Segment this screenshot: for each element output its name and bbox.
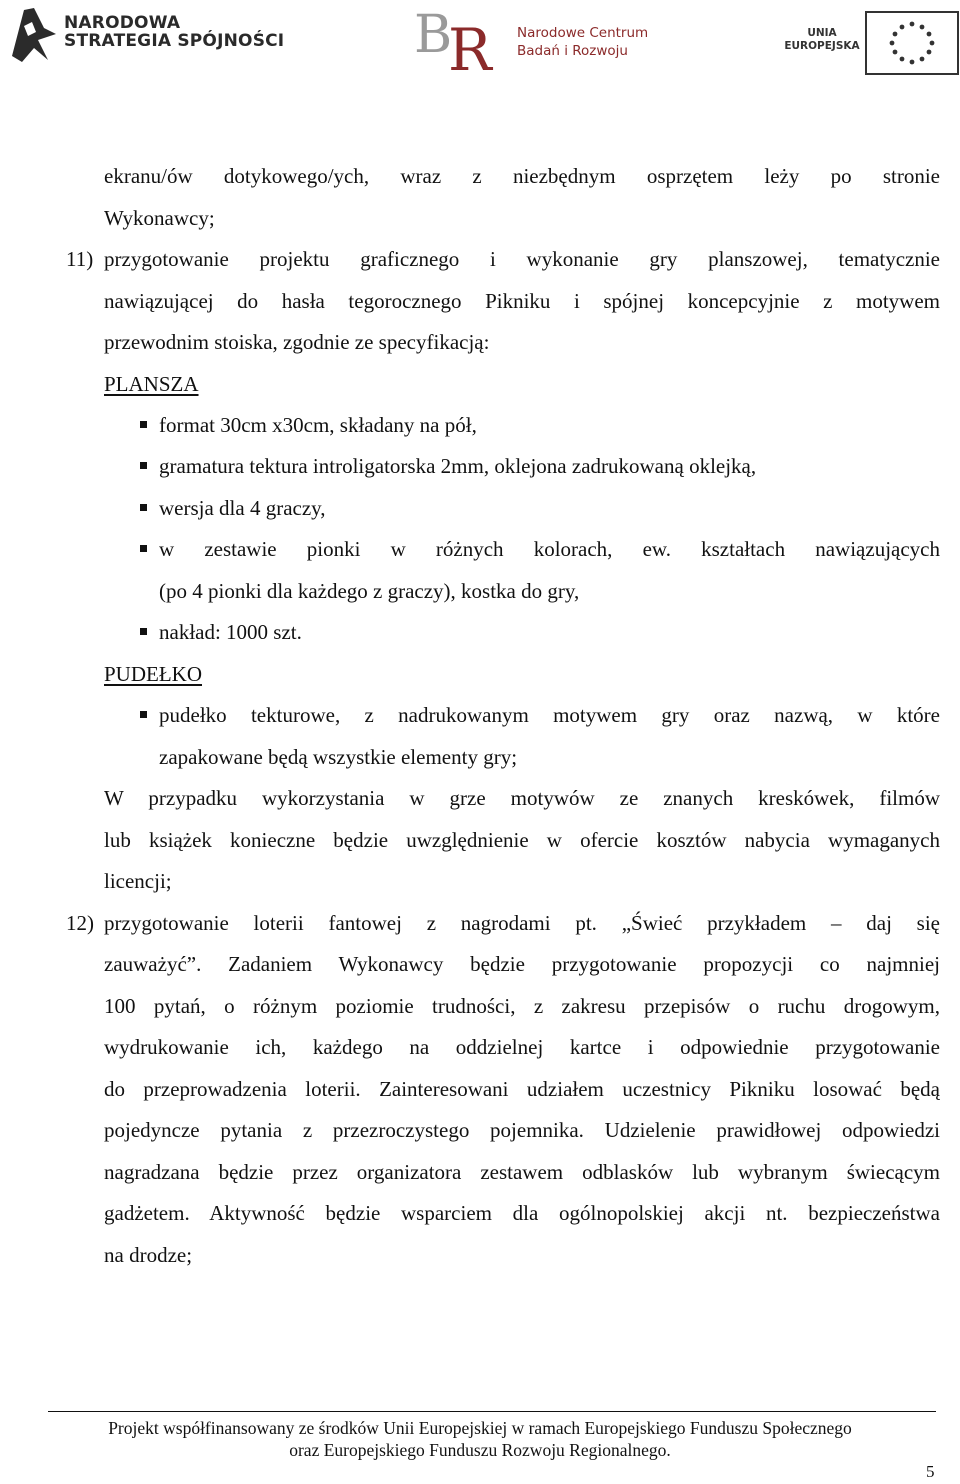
bullet-item: pudełko tekturowe, z nadrukowanym motywem gry oraz nazwą, w które [159, 703, 940, 727]
paragraph-line: przygotowanie loterii fantowej z nagrodami pt. „Świeć przykładem – daj się [104, 911, 940, 935]
bullet-item: nakład: 1000 szt. [159, 620, 302, 644]
bullet-item: wersja dla 4 graczy, [159, 496, 326, 520]
paragraph-line: wydrukowanie ich, każdego na oddzielnej kartce i odpowiednie przygotowanie [104, 1035, 940, 1059]
section-heading-pudelko: PUDEŁKO [104, 662, 202, 686]
ncbr-logo-text [517, 24, 648, 60]
bullet-icon [140, 462, 147, 469]
paragraph-line: nawiązującej do hasła tegorocznego Pikniku i spójnej koncepcyjnie z motywem [104, 289, 940, 313]
bullet-item: format 30cm x30cm, składany na pół, [159, 413, 477, 437]
bullet-item-continuation: (po 4 pionki dla każdego z graczy), kostka do gry, [159, 579, 580, 603]
nss-logo-text [64, 14, 284, 50]
bullet-icon [140, 628, 147, 635]
paragraph-line: nagradzana będzie przez organizatora zestawem odblasków lub wybranym świecącym [104, 1160, 940, 1184]
paragraph-line: na drodze; [104, 1243, 193, 1267]
paragraph-line: W przypadku wykorzystania w grze motywów ze znanych kreskówek, filmów [104, 786, 940, 810]
ncbr-logo-line1: Narodowe Centrum [517, 25, 649, 41]
list-number-12: 12) [66, 911, 94, 935]
ncbr-logo-line2: Badań i Rozwoju [517, 43, 628, 59]
bullet-item-continuation: zapakowane będą wszystkie elementy gry; [159, 745, 518, 769]
footer-line2: oraz Europejskiego Funduszu Rozwoju Regionalnego. [289, 1440, 671, 1460]
svg-text:B: B [414, 5, 453, 65]
section-heading-plansza: PLANSZA [104, 372, 199, 396]
bullet-item: gramatura tektura introligatorska 2mm, oklejona zadrukowaną oklejką, [159, 454, 757, 478]
bullet-icon [140, 421, 147, 428]
svg-text:R: R [448, 16, 492, 84]
paragraph-line: gadżetem. Aktywność będzie wsparciem dla ogólnopolskiej akcji nt. bezpieczeństwa [104, 1201, 940, 1225]
nss-logo-line1: NARODOWA [64, 13, 181, 33]
footer-line1: Projekt współfinansowany ze środków Unii Europejskiej w ramach Europejskiego Funduszu Społecznego [108, 1418, 852, 1438]
paragraph-line: 100 pytań, o różnym poziomie trudności, z zakresu przepisów o ruchu drogowym, [104, 994, 940, 1018]
paragraph-line: ekranu/ów dotykowego/ych, wraz z niezbędnym osprzętem leży po stronie [104, 164, 940, 188]
footer-divider [48, 1411, 936, 1412]
paragraph-line: do przeprowadzenia loterii. Zainteresowani udziałem uczestnicy Pikniku losować będą [104, 1077, 940, 1101]
bullet-item: w zestawie pionki w różnych kolorach, ew. kształtach nawiązujących [159, 537, 940, 561]
paragraph-line: Wykonawcy; [104, 206, 215, 230]
bullet-icon [140, 545, 147, 552]
bullet-icon [140, 504, 147, 511]
paragraph-line: lub książek konieczne będzie uwzględnienie w ofercie kosztów nabycia wymaganych [104, 828, 940, 852]
eu-logo-text [783, 27, 861, 53]
paragraph-line: zauważyć”. Zadaniem Wykonawcy będzie przygotowanie propozycji co najmniej [104, 952, 940, 976]
list-number-11: 11) [66, 247, 94, 271]
eu-logo-line2: EUROPEJSKA [784, 40, 860, 52]
page-header [0, 0, 960, 90]
paragraph-line: przygotowanie projektu graficznego i wykonanie gry planszowej, tematycznie [104, 247, 940, 271]
nss-logo-line2: STRATEGIA SPÓJNOŚCI [64, 31, 285, 51]
paragraph-line: licencji; [104, 869, 172, 893]
bullet-icon [140, 711, 147, 718]
paragraph-line: pojedyncze pytania z przezroczystego pojemnika. Udzielenie prawidłowej odpowiedzi [104, 1118, 940, 1142]
page-number: 5 [926, 1462, 935, 1481]
eu-logo-line1: UNIA [807, 27, 837, 39]
paragraph-line: przewodnim stoiska, zgodnie ze specyfikacją: [104, 330, 490, 354]
